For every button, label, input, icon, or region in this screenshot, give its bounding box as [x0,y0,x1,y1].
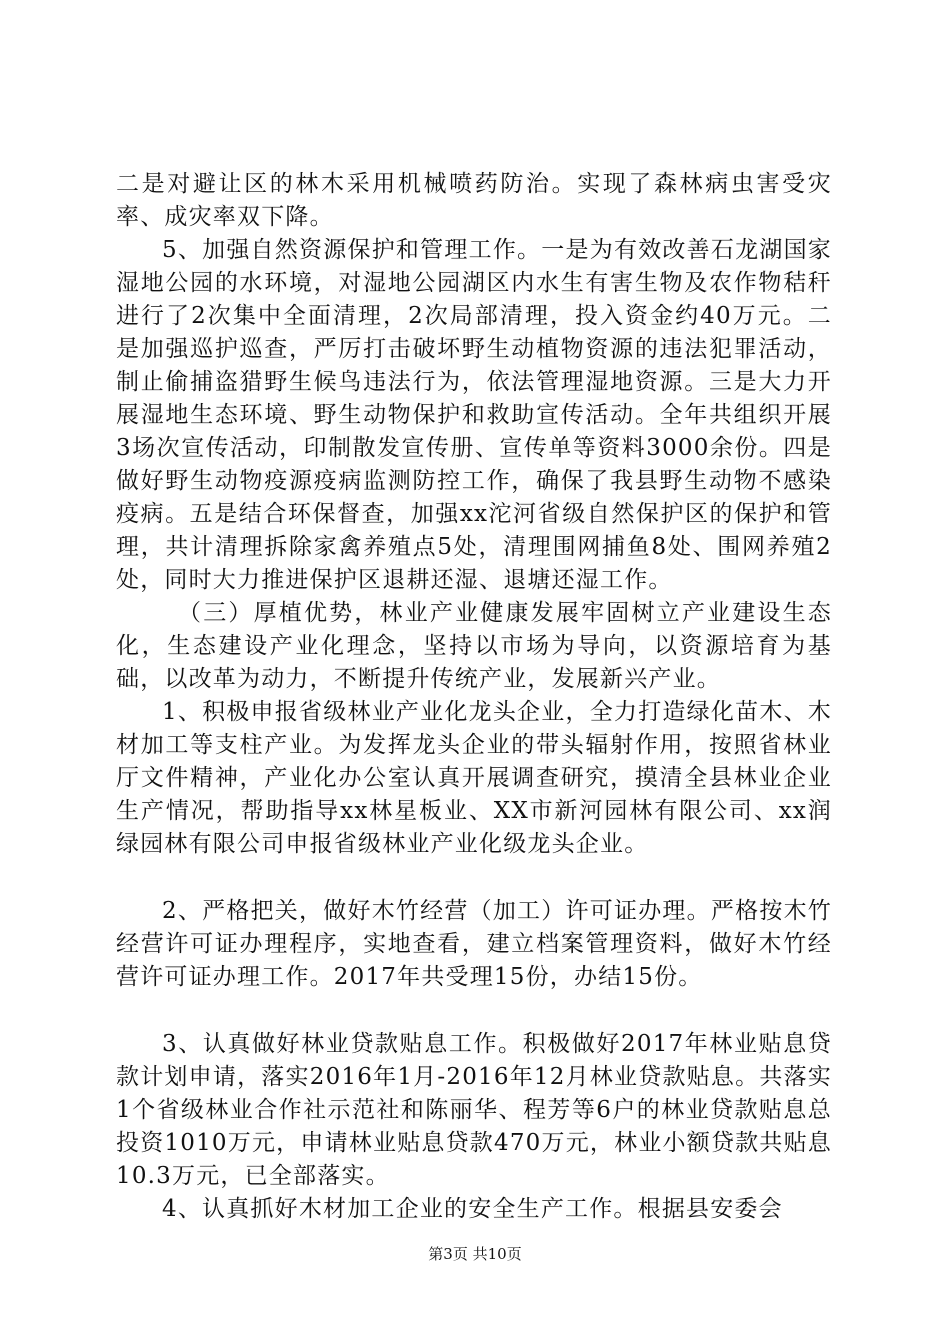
paragraph-loan-subsidy: 3、认真做好林业贷款贴息工作。积极做好2017年林业贴息贷款计划申请，落实2016年1月-2016年12月林业贷款贴息。共落实1个省级林业合作社示范社和陈丽华、程芳等6户的林业贷款贴息总投资1010万元，申请林业贴息贷款470万元，林业小额贷款共贴息10.3万元，已全部落实。 [116,1031,832,1189]
document-body [116,168,832,1226]
paragraph-natural-resources-protection: 5、加强自然资源保护和管理工作。一是为有效改善石龙湖国家湿地公园的水环境，对湿地公园湖区内水生有害生物及农作物秸秆进行了2次集中全面清理，2次局部清理，投入资金约40万元。二是加强巡护巡查，严厉打击破坏野生动植物资源的违法犯罪活动，制止偷捕盗猎野生候鸟违法行为，依法管理湿地资源。三是大力开展湿地生态环境、野生动物保护和救助宣传活动。全年共组织开展3场次宣传活动，印制散发宣传册、宣传单等资料3000余份。四是做好野生动物疫源疫病监测防控工作，确保了我县野生动物不感染疫病。五是结合环保督查，加强xx沱河省级自然保护区的保护和管理，共计清理拆除家禽养殖点5处，清理围网捕鱼8处、围网养殖2处，同时大力推进保护区退耕还湿、退塘还湿工作。 [116,237,832,593]
paragraph-leading-enterprises: 1、积极申报省级林业产业化龙头企业，全力打造绿化苗木、木材加工等支柱产业。为发挥龙头企业的带头辐射作用，按照省林业厅文件精神，产业化办公室认真开展调查研究，摸清全县林业企业生产情况，帮助指导xx林星板业、XX市新河园林有限公司、xx润绿园林有限公司申报省级林业产业化级龙头企业。 [116,699,832,857]
section-heading-forestry-industry: （三）厚植优势，林业产业健康发展牢固树立产业建设生态化，生态建设产业化理念，坚持以市场为导向，以资源培育为基础，以改革为动力，不断提升传统产业，发展新兴产业。 [116,600,832,692]
paragraph-pest-control-continued: 二是对避让区的林木采用机械喷药防治。实现了森林病虫害受灾率、成灾率双下降。 [116,171,832,230]
paragraph-timber-license: 2、严格把关，做好木竹经营（加工）许可证办理。严格按木竹经营许可证办理程序，实地查看，建立档案管理资料，做好木竹经营许可证办理工作。2017年共受理15份，办结15份。 [116,898,832,990]
paragraph-spacer [116,861,832,895]
paragraph-safety-production: 4、认真抓好木材加工企业的安全生产工作。根据县安委会 [162,1196,783,1222]
page-number-footer: 第3页 共10页 [428,1245,522,1263]
paragraph-spacer [116,994,832,1028]
